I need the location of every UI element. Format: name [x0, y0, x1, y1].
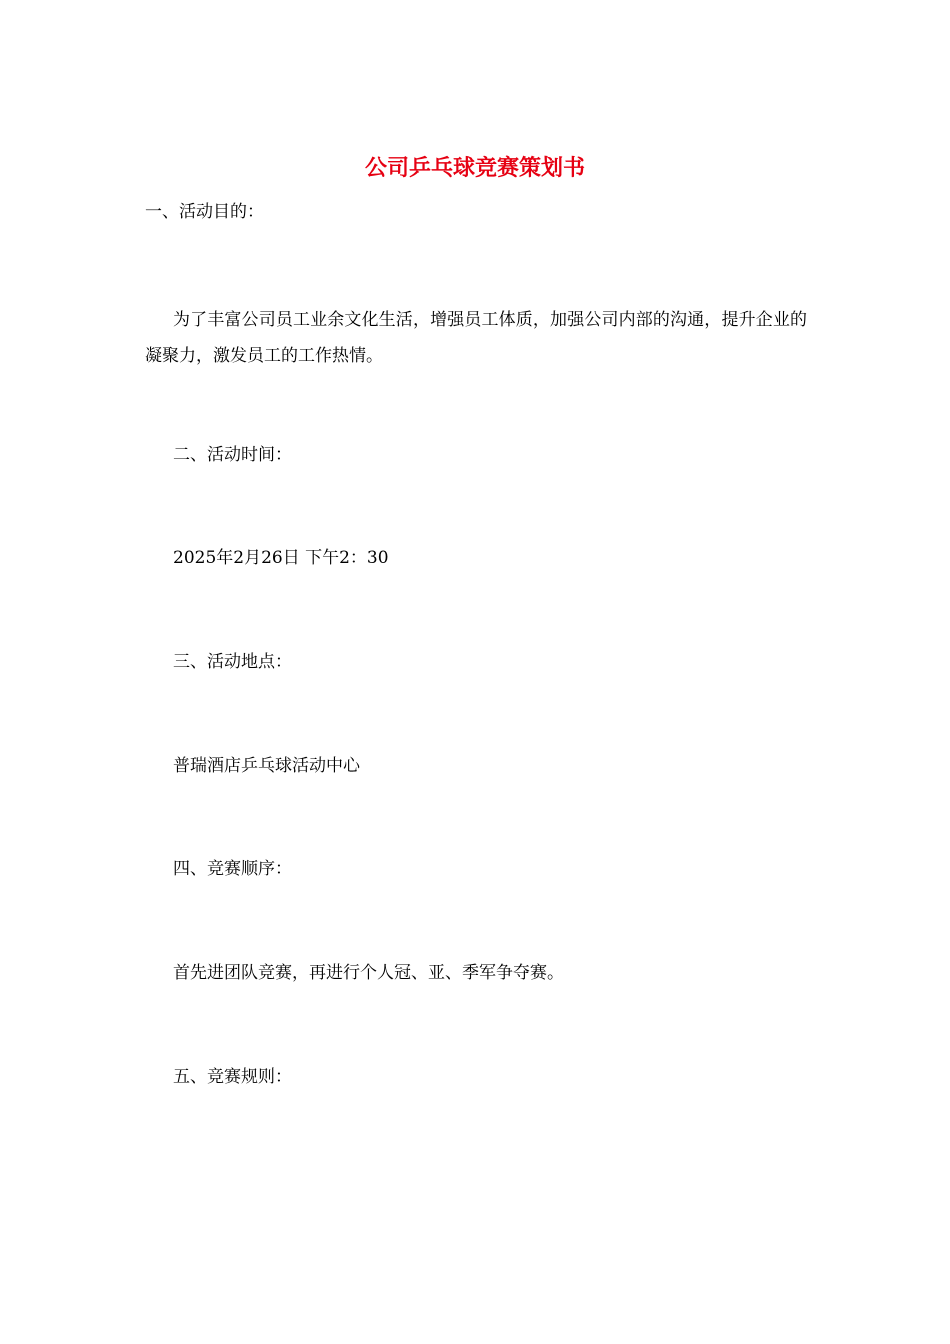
paragraph-time: 2025年2月26日 下午2：30 [173, 548, 389, 568]
section-heading-rules: 五、竞赛规则： [173, 1067, 292, 1087]
document-title: 公司乒乓球竞赛策划书 [364, 155, 585, 181]
section-heading-purpose: 一、活动目的： [145, 202, 264, 222]
paragraph-location: 普瑞酒店乒乓球活动中心 [173, 756, 360, 776]
paragraph-purpose: 为了丰富公司员工业余文化生活，增强员工体质，加强公司内部的沟通，提升企业的凝聚力，激发员工的工作热情。 [145, 310, 807, 366]
section-heading-order: 四、竞赛顺序： [173, 859, 292, 879]
paragraph-order: 首先进团队竞赛，再进行个人冠、亚、季军争夺赛。 [173, 963, 564, 983]
section-heading-location: 三、活动地点： [173, 652, 292, 672]
section-heading-time: 二、活动时间： [173, 445, 292, 465]
